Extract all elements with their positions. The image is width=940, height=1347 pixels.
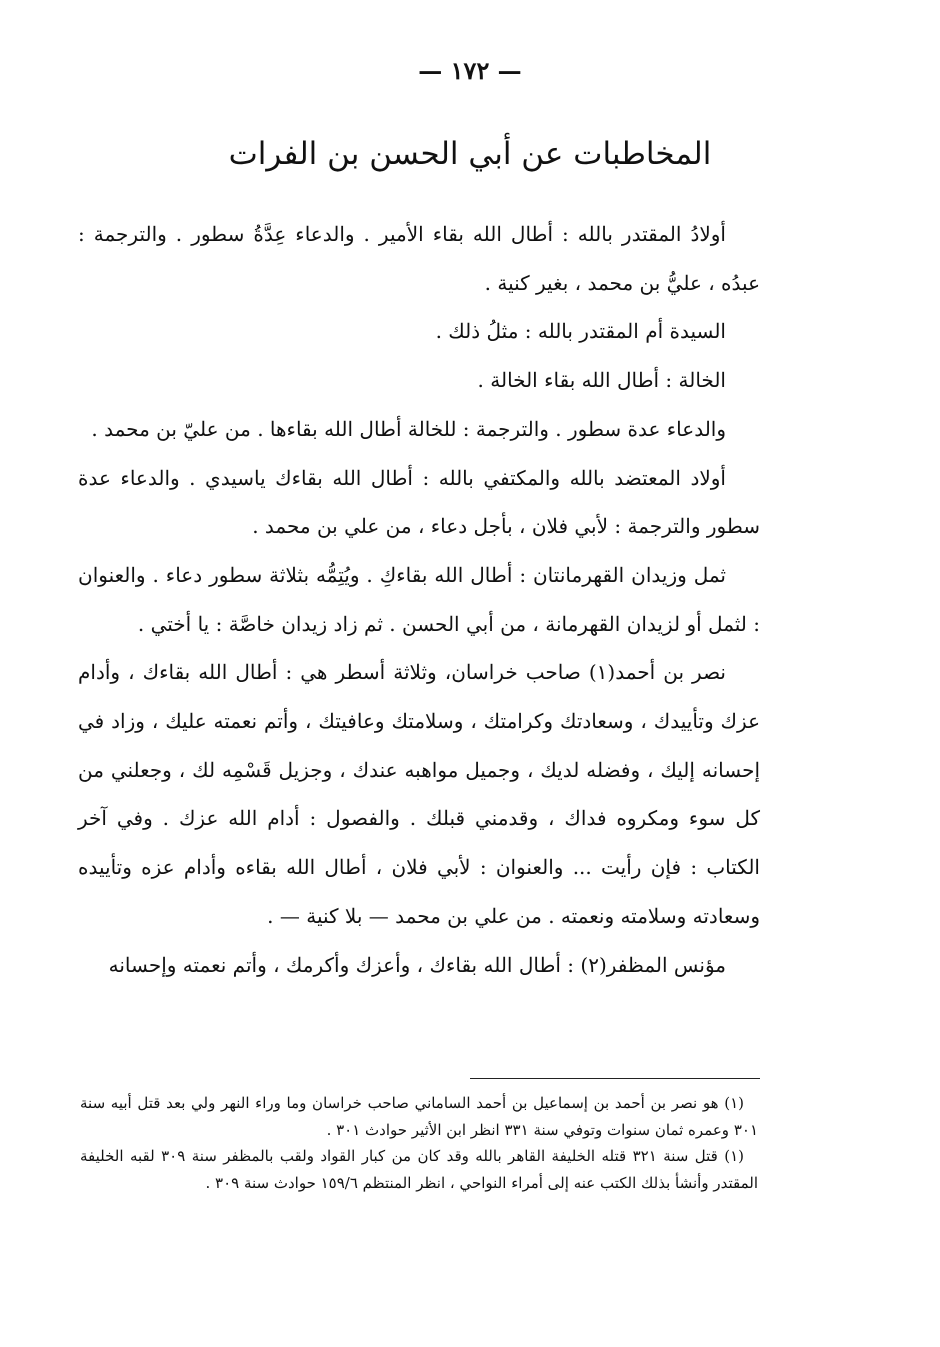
page-number: — ١٧٢ — (418, 56, 522, 85)
paragraph: ثمل وزيدان القهرمانتان : أطال الله بقاءكِ . ويُتِمُّه بثلاثة سطور دعاء . والعنوان : لثمل أو لزيدان القهرمانة ، من أبي الحسن . ثم زاد زيدان خاصَّة : يا أختي . (78, 562, 760, 636)
footnote: (١) قتل سنة ٣٢١ قتله الخليفة القاهر بالله وقد كان من كبار القواد ولقب بالمظفر سنة ٣٠٩ لقبه الخليفة المقتدر وأنشأ بذلك الكتب عنه إلى أمراء النواحي ، انظر المنتظم ١٥٩/٦ حوادث سنة ٣٠٩ . (80, 1147, 758, 1192)
section-heading: المخاطبات عن أبي الحسن بن الفرات (228, 136, 712, 172)
paragraph: أولادُ المقتدر بالله : أطال الله بقاء الأمير . والدعاء عِدَّةُ سطور . والترجمة : عبدُه ، عليُّ بن محمد ، بغير كنية . (78, 222, 760, 295)
paragraph: مؤنس المظفر(٢) : أطال الله بقاءك ، وأعزك وأكرمك ، وأتم نعمته وإحسانه (108, 952, 726, 977)
paragraph: أولاد المعتضد بالله والمكتفي بالله : أطال الله بقاءك ياسيدي . والدعاء عدة سطور والترجمة : لأبي فلان ، بأجل دعاء ، من علي بن محمد . (78, 465, 760, 539)
body-text (78, 210, 760, 989)
paragraph: والدعاء عدة سطور . والترجمة : للخالة أطال الله بقاءها . من عليّ بن محمد . (91, 416, 726, 441)
footnote: (١) هو نصر بن أحمد بن إسماعيل بن أحمد الساماني صاحب خراسان وما وراء النهر ولي بعد قتل أبيه سنة ٣٠١ وعمره ثمان سنوات وتوفي سنة ٣٣١ انظر ابن الأثير حوادث ٣٠١ . (80, 1094, 758, 1139)
footnotes (80, 1090, 758, 1196)
paragraph: الخالة : أطال الله بقاء الخالة . (477, 368, 726, 393)
paragraph: نصر بن أحمد(١) صاحب خراسان، وثلاثة أسطر هي : أطال الله بقاءك ، وأدام عزك وتأييدك ، وسعادتك وكرامتك ، وسلامتك وعافيتك ، وأتم نعمته عليك ، وزاد في إحسانه إليك ، وفضله لديك ، وجميل مواهبه عندك ، وجزيل قَسْمِه لك ، وجعلني من كل سوء ومكروه فداك ، وقدمني قبلك . والفصول : أدام الله عزك . وفي آخر الكتاب : فإن رأيت ... والعنوان : لأبي فلان ، أطال الله بقاءه وأدام عزه وتأييده وسعادته وسلامته ونعمته . من علي بن محمد — بلا كنية — . (78, 660, 760, 928)
paragraph: السيدة أم المقتدر بالله : مثلُ ذلك . (435, 319, 726, 344)
footnote-divider (470, 1078, 760, 1079)
